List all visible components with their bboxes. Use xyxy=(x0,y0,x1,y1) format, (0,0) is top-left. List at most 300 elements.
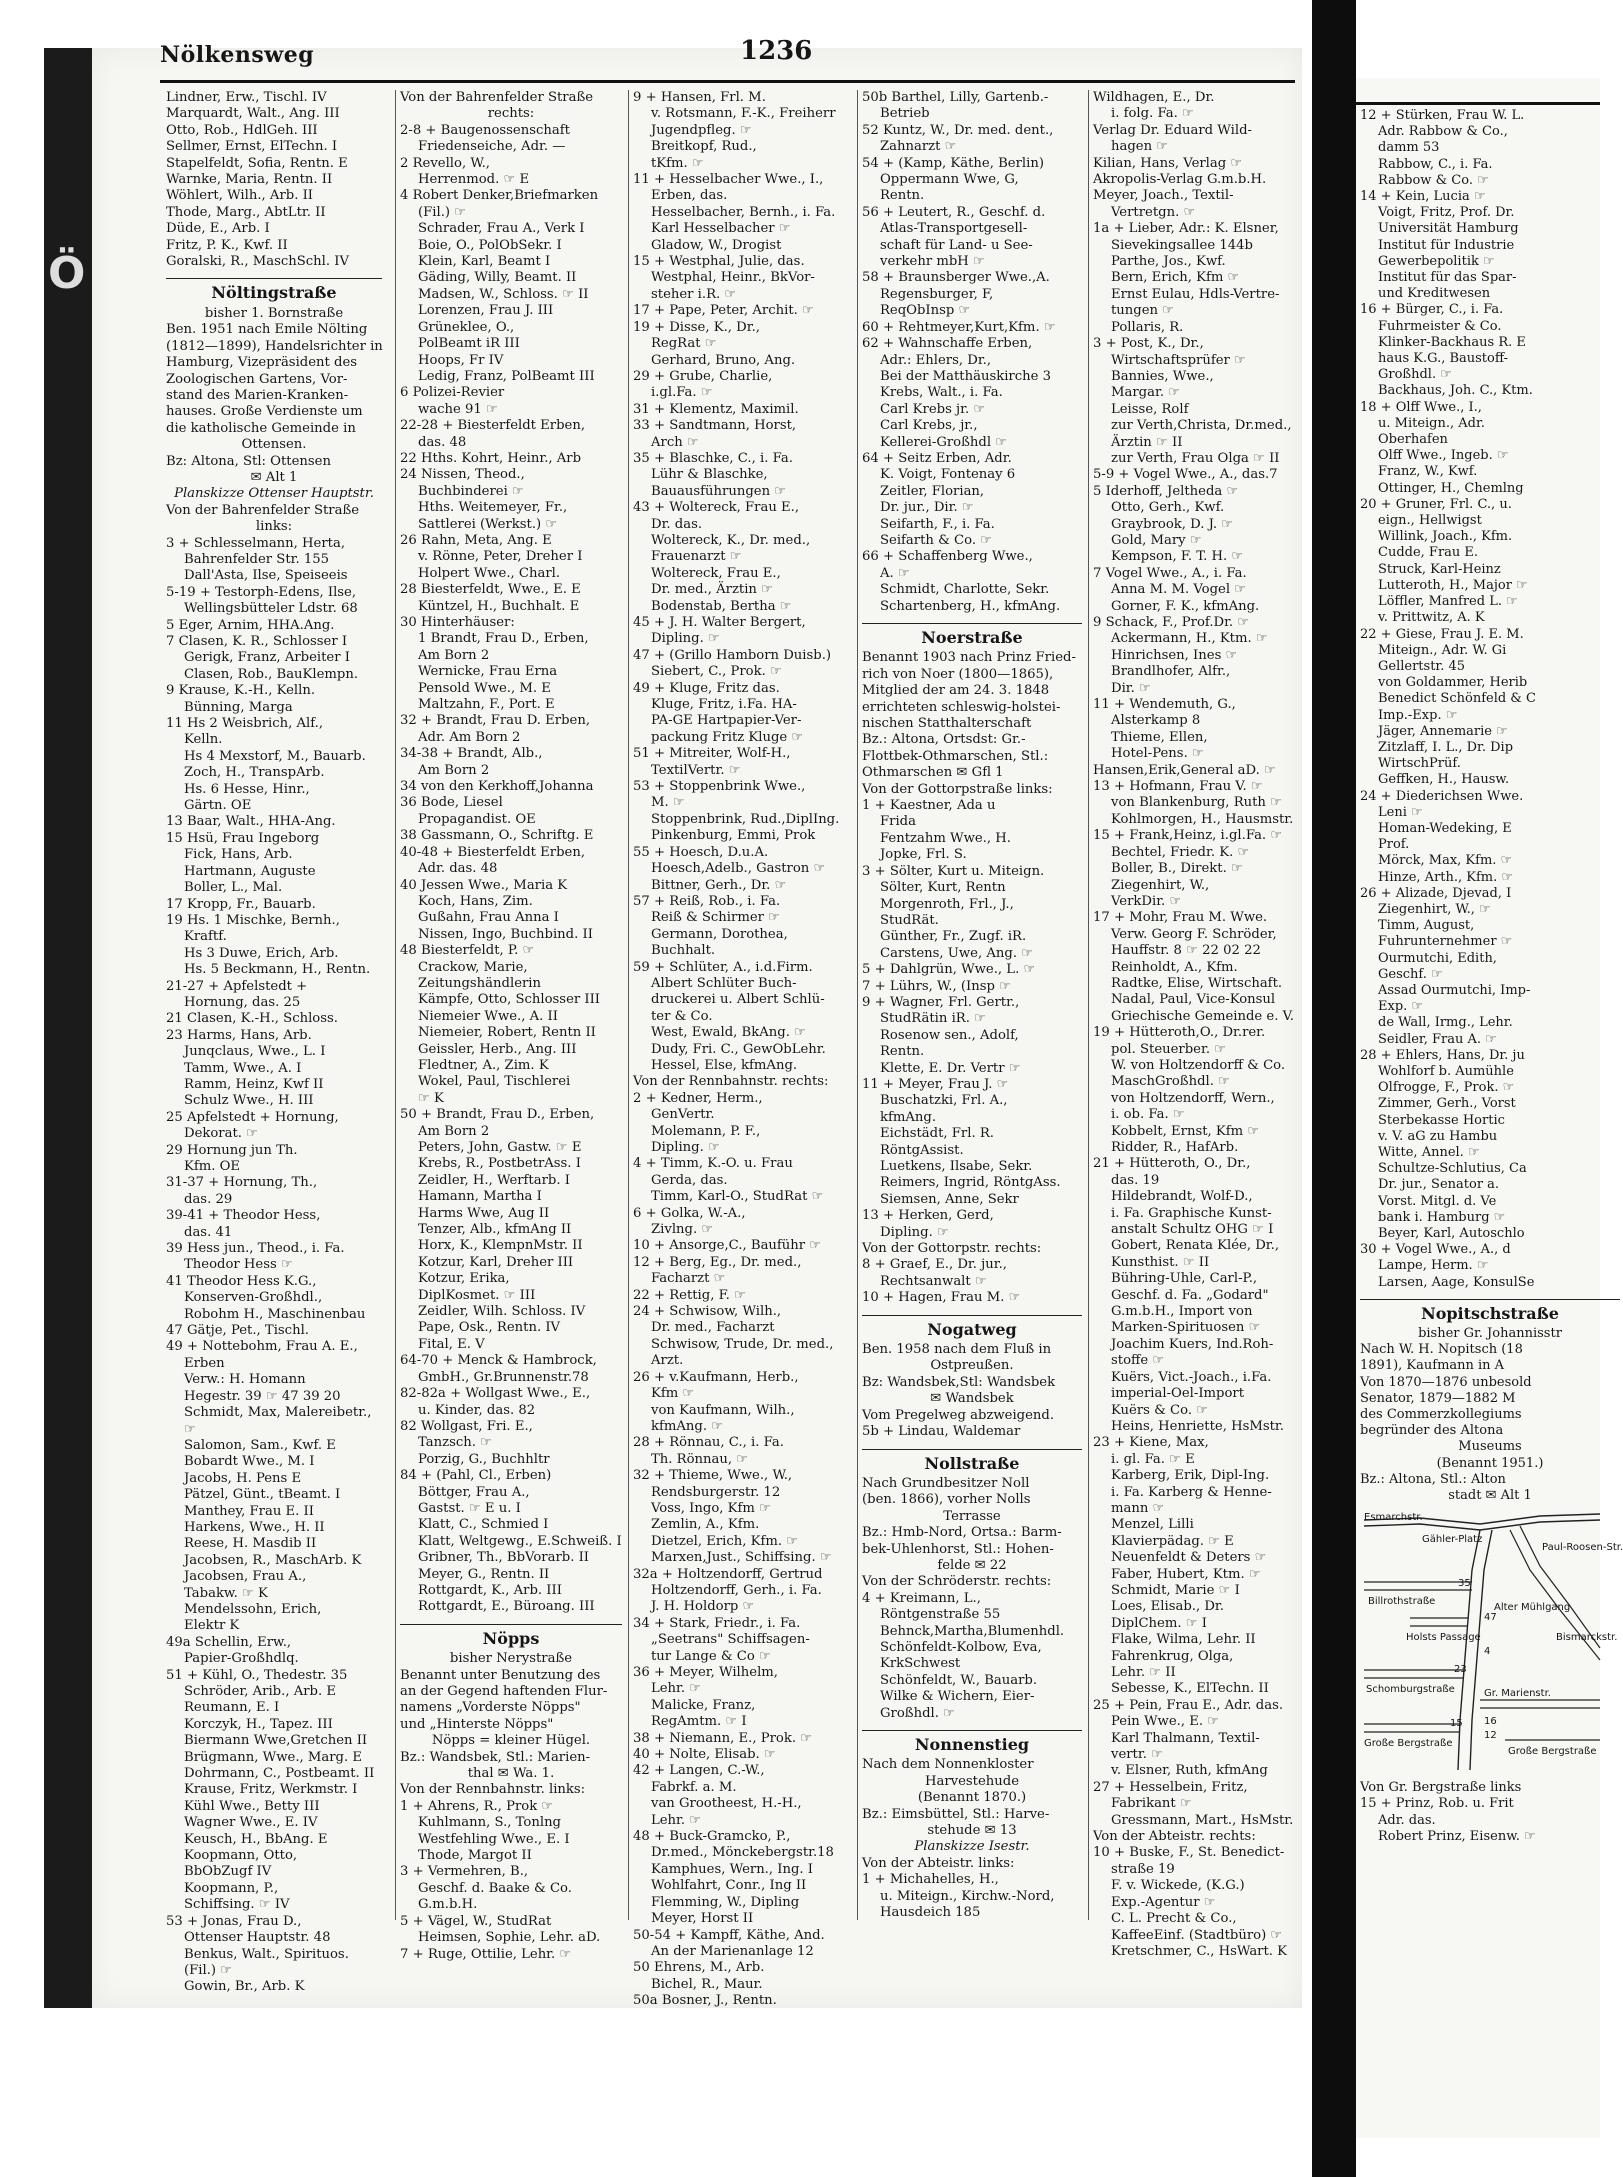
address-entry: 22 Hths. Kohrt, Heinr., Arb xyxy=(400,450,582,466)
resident-entry: Gladow, W., Drogist xyxy=(651,237,782,253)
resident-entry: Am Born 2 xyxy=(418,647,490,663)
resident-entry: VerkDir. ☞ xyxy=(1111,893,1182,909)
address-entry: 36 Bode, Liesel xyxy=(400,795,503,811)
address-entry: Othmarschen ✉ Gfl 1 xyxy=(862,765,1004,781)
map-label: Große Bergstraße xyxy=(1508,1746,1597,1758)
resident-entry: das. 19 xyxy=(1111,1172,1160,1188)
resident-entry: Bodenstab, Bertha ☞ xyxy=(651,598,792,614)
address-entry: Wildhagen, E., Dr. xyxy=(1093,90,1215,105)
resident-entry: Siebert, C., Prok. ☞ xyxy=(651,664,782,680)
address-entry: 51 + Mitreiter, Wolf-H., xyxy=(633,746,791,762)
resident-entry: Adr. Am Born 2 xyxy=(418,729,521,745)
street-info-line: Harvestehude xyxy=(924,1773,1020,1789)
map-label: Holsts Passage xyxy=(1406,1632,1481,1644)
facing-header-rule xyxy=(1356,102,1600,105)
resident-entry: BbObZugf IV xyxy=(184,1864,272,1880)
resident-entry: Geschf. d. Baake & Co. xyxy=(418,1880,572,1896)
resident-entry: Hs. 6 Hesse, Hinr., xyxy=(184,781,310,797)
address-entry: 40 Jessen Wwe., Maria K xyxy=(400,877,568,893)
resident-entry: Timm, August, xyxy=(1378,918,1475,934)
resident-entry: Kempson, F. T. H. ☞ xyxy=(1111,549,1244,565)
resident-entry: Ziegenhirt, W., ☞ xyxy=(1378,901,1491,917)
resident-entry: Luetkens, Ilsabe, Sekr. xyxy=(880,1159,1033,1174)
resident-entry: Theodor Hess ☞ xyxy=(184,1257,293,1273)
resident-entry: Friedenseiche, Adr. — xyxy=(418,139,566,155)
resident-entry: Pollaris, R. xyxy=(1111,319,1184,335)
resident-entry: Dr. jur., Senator a. xyxy=(1378,1177,1500,1193)
address-entry: Nach W. H. Nopitsch (18 xyxy=(1360,1342,1523,1358)
resident-entry: Jacobsen, Frau A., xyxy=(184,1569,307,1585)
resident-entry: Gewerbepolitik ☞ xyxy=(1378,253,1495,269)
resident-entry: Assad Ourmutchi, Imp- xyxy=(1378,982,1531,998)
resident-entry: Rabbow & Co. ☞ xyxy=(1378,172,1489,188)
resident-entry: Keusch, H., BbAng. E xyxy=(184,1831,328,1847)
resident-entry: Buschatzki, Frl. A., xyxy=(880,1093,1008,1109)
address-entry: 11 Hs 2 Weisbrich, Alf., xyxy=(166,716,324,732)
map-label: Gähler-Platz xyxy=(1422,1534,1483,1546)
address-entry: 50 Ehrens, M., Arb. xyxy=(633,1960,765,1976)
resident-entry: Dipling. ☞ xyxy=(651,1140,720,1155)
resident-entry: Breitkopf, Rud., xyxy=(651,139,757,155)
resident-entry: ReqObInsp ☞ xyxy=(880,303,971,319)
directory-column-4 xyxy=(862,90,1082,1920)
address-entry: 49a Schellin, Erw., xyxy=(166,1634,292,1650)
address-entry: die katholische Gemeinde in xyxy=(166,420,356,436)
resident-entry: Tenzer, Alb., kfmAng II xyxy=(418,1222,572,1238)
resident-entry: Heins, Henriette, HsMstr. xyxy=(1111,1418,1284,1434)
resident-entry: Westphal, Heinr., BkVor- xyxy=(651,270,815,286)
resident-entry: Hinrichsen, Ines ☞ xyxy=(1111,647,1238,663)
address-entry: 26 + Alizade, Djevad, I xyxy=(1360,885,1512,901)
resident-entry: Verw. Georg F. Schröder, xyxy=(1111,926,1277,942)
address-entry: Warnke, Maria, Rentn. II xyxy=(166,172,333,188)
address-entry: 49 + Nottebohm, Frau A. E., xyxy=(166,1339,358,1355)
resident-entry: Marken-Spirituosen ☞ xyxy=(1111,1320,1261,1336)
resident-entry: Adr.: Ehlers, Dr., xyxy=(880,352,992,368)
page-gutter xyxy=(1312,0,1356,2177)
resident-entry: Konserven-Großhdl., xyxy=(184,1290,323,1306)
address-entry: 56 + Leutert, R., Geschf. d. xyxy=(862,204,1046,220)
address-entry: Flottbek-Othmarschen, Stl.: xyxy=(862,748,1049,764)
resident-entry: Rentn. xyxy=(880,188,925,204)
resident-entry: Schröder, Arib., Arb. E xyxy=(184,1684,336,1699)
resident-entry: Zoch, H., TranspArb. xyxy=(184,765,325,781)
resident-entry: Wilke & Wichern, Eier- xyxy=(880,1689,1035,1705)
address-entry: 15 Hsü, Frau Ingeborg xyxy=(166,830,320,846)
resident-entry: Schmidt, Max, Malereibetr., xyxy=(184,1405,372,1421)
address-entry: 5-9 + Vogel Wwe., A., das.7 xyxy=(1093,467,1278,483)
resident-entry: Klein, Karl, Beamt I xyxy=(418,254,551,270)
resident-entry: GmbH., Gr.Brunnenstr.78 xyxy=(418,1369,589,1385)
resident-entry: Ackermann, H., Ktm. ☞ xyxy=(1111,631,1268,647)
resident-entry: Seifarth & Co. ☞ xyxy=(880,532,993,548)
resident-entry: Schwisow, Trude, Dr. med., xyxy=(651,1336,834,1352)
resident-entry: G.m.b.H. xyxy=(418,1897,478,1913)
resident-entry: RöntgAssist. xyxy=(880,1142,964,1158)
resident-entry: von Holtzendorff, Wern., xyxy=(1111,1090,1275,1106)
resident-entry: Jopke, Frl. S. xyxy=(880,847,967,863)
resident-entry: Lorenzen, Frau J. III xyxy=(418,303,554,319)
resident-entry: Faber, Hubert, Ktm. ☞ xyxy=(1111,1566,1261,1582)
resident-entry: Schmidt, Charlotte, Sekr. xyxy=(880,582,1050,598)
plan-sketch-note: Planskizze Isestr. xyxy=(914,1839,1030,1855)
resident-entry: KrkSchwest xyxy=(880,1656,961,1672)
resident-entry: StudRätin iR. ☞ xyxy=(880,1011,986,1027)
resident-entry: Leisse, Rolf xyxy=(1111,401,1189,417)
resident-entry: Stoppenbrink, Rud.,DiplIng. xyxy=(651,811,840,827)
resident-entry: Bünning, Marga xyxy=(184,699,293,715)
resident-entry: druckerei u. Albert Schlü- xyxy=(651,992,825,1008)
resident-entry: Arzt. xyxy=(651,1353,684,1369)
resident-entry: Günther, Fr., Zugf. iR. xyxy=(880,929,1027,945)
resident-entry: Wokel, Paul, Tischlerei xyxy=(418,1074,571,1090)
resident-entry: Fentzahm Wwe., H. xyxy=(880,830,1011,846)
resident-entry: Kellerei-Großhdl ☞ xyxy=(880,434,1008,450)
address-entry: Von der Bahrenfelder Straße xyxy=(166,502,360,518)
resident-entry: Karl Thalmann, Textil- xyxy=(1111,1730,1260,1746)
resident-entry: Fahrenkrug, Olga, xyxy=(1111,1648,1234,1664)
resident-entry: Meyer, G., Rentn. II xyxy=(418,1566,550,1582)
resident-entry: Manthey, Frau E. II xyxy=(184,1503,314,1519)
resident-entry: Atlas-Transportgesell- xyxy=(880,221,1028,237)
address-entry: Von der Rennbahnstr. links: xyxy=(400,1782,586,1798)
address-entry: 16 + Bürger, C., i. Fa. xyxy=(1360,302,1504,318)
address-entry: Von der Abteistr. rechts: xyxy=(1093,1829,1256,1845)
address-entry: Bz: Wandsbek,Stl: Wandsbek xyxy=(862,1374,1056,1390)
column-divider xyxy=(857,90,858,1920)
resident-entry: (Fil.) ☞ xyxy=(184,1962,233,1978)
resident-entry: Backhaus, Joh. C., Ktm. xyxy=(1378,383,1533,399)
facing-page-after-map xyxy=(1360,1780,1620,1845)
resident-entry: Grüneklee, O., xyxy=(418,319,515,335)
resident-entry: bank i. Hamburg ☞ xyxy=(1378,1209,1506,1225)
address-entry: 39-41 + Theodor Hess, xyxy=(166,1208,321,1224)
address-entry: Goralski, R., MaschSchl. IV xyxy=(166,254,349,270)
address-entry: 82 Wollgast, Fri. E., xyxy=(400,1418,533,1434)
address-entry: Von der Gottorpstr. rechts: xyxy=(862,1241,1042,1257)
resident-entry: K. Voigt, Fontenay 6 xyxy=(880,467,1016,483)
address-entry: an der Gegend haftenden Flur- xyxy=(400,1684,608,1699)
resident-entry: Lampe, Herm. ☞ xyxy=(1378,1258,1489,1274)
resident-entry: tur Lange & Co ☞ xyxy=(651,1648,771,1664)
address-entry: 9 + Hansen, Frl. M. xyxy=(633,90,766,105)
address-entry: 38 + Niemann, E., Prok. ☞ xyxy=(633,1730,813,1746)
resident-entry: Jugendpfleg. ☞ xyxy=(651,122,752,138)
resident-entry: Hegestr. 39 ☞ 47 39 20 xyxy=(184,1388,341,1404)
resident-entry: Fabrkf. a. M. xyxy=(651,1779,737,1795)
resident-entry: Thode, Margot II xyxy=(418,1848,532,1864)
resident-entry: WirtschPrüf. xyxy=(1378,756,1461,772)
resident-entry: Geschf. d. Fa. „Godard" xyxy=(1111,1287,1269,1303)
street-section-title: Nonnenstieg xyxy=(862,1730,1082,1753)
address-entry: 7 Vogel Wwe., A., i. Fa. xyxy=(1093,565,1247,581)
resident-entry: Karberg, Erik, Dipl-Ing. xyxy=(1111,1468,1270,1484)
address-entry: Benannt unter Benutzung des xyxy=(400,1667,601,1683)
resident-entry: Dipling. ☞ xyxy=(651,631,720,647)
address-entry: Bz.: Eimsbüttel, Stl.: Harve- xyxy=(862,1806,1050,1822)
resident-entry: Thieme, Ellen, xyxy=(1111,729,1208,745)
directory-column-3 xyxy=(633,90,851,2009)
resident-entry: Menzel, Lilli xyxy=(1111,1517,1194,1533)
address-entry: 33 + Sandtmann, Horst, xyxy=(633,418,797,434)
resident-entry: Lühr & Blaschke, xyxy=(651,467,768,483)
resident-entry: Siemsen, Anne, Sekr xyxy=(880,1191,1019,1207)
resident-entry: Niemeier Wwe., A. II xyxy=(418,1008,558,1024)
address-entry: Lindner, Erw., Tischl. IV xyxy=(166,90,327,105)
resident-entry: Reimers, Ingrid, RöntgAss. xyxy=(880,1175,1061,1191)
resident-entry: Klatt, Weltgewg., E.Schweiß. I xyxy=(418,1533,622,1549)
address-entry: 30 + Vogel Wwe., A., d xyxy=(1360,1242,1511,1258)
address-entry: Von Gr. Bergstraße links xyxy=(1360,1780,1522,1796)
resident-entry: Propagandist. OE xyxy=(418,811,536,827)
address-entry: 66 + Schaffenberg Wwe., xyxy=(862,549,1033,565)
resident-entry: Gressmann, Mart., HsMstr. xyxy=(1111,1812,1294,1828)
map-label: Bismarckstr. xyxy=(1556,1632,1618,1644)
resident-entry: Ourmutchi, Edith, xyxy=(1378,950,1497,966)
resident-entry: Adr. das. xyxy=(1378,1812,1436,1828)
address-entry: nischen Statthalterschaft xyxy=(862,716,1032,732)
resident-entry: von Blankenburg, Ruth ☞ xyxy=(1111,795,1282,811)
resident-entry: Gerigk, Franz, Arbeiter I xyxy=(184,650,350,666)
resident-entry: und Kreditwesen xyxy=(1378,286,1491,302)
resident-entry: Koch, Hans, Zim. xyxy=(418,893,533,909)
address-entry: 4 Robert Denker,Briefmarken xyxy=(400,188,599,204)
resident-entry: Salomon, Sam., Kwf. E xyxy=(184,1437,336,1453)
resident-entry: Loes, Elisab., Dr. xyxy=(1111,1599,1224,1615)
address-entry: 57 + Reiß, Rob., i. Fa. xyxy=(633,893,781,909)
resident-entry: Robohm H., Maschinenbau xyxy=(184,1306,366,1322)
resident-entry: Eichstädt, Frl. R. xyxy=(880,1126,994,1142)
resident-entry: Lehr. ☞ xyxy=(651,1681,702,1697)
street-info-line: links: xyxy=(255,519,293,535)
resident-entry: Hesselbacher, Bernh., i. Fa. xyxy=(651,204,836,220)
resident-entry: W. von Holtzendorff & Co. xyxy=(1111,1057,1286,1073)
resident-entry: Kuërs, Vict.-Joach., i.Fa. xyxy=(1111,1369,1272,1385)
address-entry: 7 + Lührs, W., (Insp ☞ xyxy=(862,978,1011,994)
resident-entry: GenVertr. xyxy=(651,1107,715,1123)
resident-entry: Junqclaus, Wwe., L. I xyxy=(184,1044,326,1060)
resident-entry: Ridder, R., HafArb. xyxy=(1111,1140,1239,1155)
resident-entry: Betrieb xyxy=(880,106,930,122)
resident-entry: Dudy, Fri. C., GewObLehr. xyxy=(651,1041,826,1057)
resident-entry: Clasen, Rob., BauKlempn. xyxy=(184,666,359,682)
address-entry: 23 + Kiene, Max, xyxy=(1093,1435,1209,1451)
directory-column-2 xyxy=(400,90,622,1962)
address-entry: Senator, 1879—1882 M xyxy=(1360,1390,1516,1406)
resident-entry: Rottgardt, K., Arb. III xyxy=(418,1582,562,1598)
resident-entry: Jacobs, H. Pens E xyxy=(184,1470,302,1486)
resident-entry: Ottenser Hauptstr. 48 xyxy=(184,1930,331,1946)
resident-entry: Bei der Matthäuskirche 3 xyxy=(880,368,1052,384)
resident-entry: tungen ☞ xyxy=(1111,303,1175,319)
resident-entry: Reese, H. Masdib II xyxy=(184,1536,317,1552)
resident-entry: Zimmer, Gerh., Vorst xyxy=(1378,1096,1516,1112)
resident-entry: Institut für Industrie xyxy=(1378,237,1515,253)
resident-entry: G.m.b.H., Import von xyxy=(1111,1304,1253,1320)
resident-entry: anstalt Schultz OHG ☞ I xyxy=(1111,1222,1274,1238)
resident-entry: Schartenberg, H., kfmAng. xyxy=(880,598,1061,614)
address-entry: 41 Theodor Hess K.G., xyxy=(166,1273,317,1289)
resident-entry: v. Elsner, Ruth, kfmAng xyxy=(1111,1763,1268,1779)
resident-entry: Joachim Kuers, Ind.Roh- xyxy=(1111,1336,1274,1352)
address-entry: 40 + Nolte, Elisab. ☞ xyxy=(633,1747,776,1763)
resident-entry: Schiffsing. ☞ IV xyxy=(184,1897,290,1913)
resident-entry: Universität Hamburg xyxy=(1378,221,1519,237)
resident-entry: Brügmann, Wwe., Marg. E xyxy=(184,1749,363,1765)
resident-entry: StudRät. xyxy=(880,912,939,928)
address-entry: Düde, E., Arb. I xyxy=(166,221,270,237)
resident-entry: Rabbow, C., i. Fa. xyxy=(1378,156,1493,172)
address-entry: 19 + Hütteroth,O., Dr.rer. xyxy=(1093,1025,1266,1041)
address-entry: 1891), Kaufmann in A xyxy=(1360,1358,1505,1374)
resident-entry: Kunsthist. ☞ II xyxy=(1111,1254,1210,1270)
address-entry: 11 + Hesselbacher Wwe., I., xyxy=(633,172,824,188)
address-entry: 11 + Wendemuth, G., xyxy=(1093,697,1236,713)
resident-entry: Rottgardt, E., Büroang. III xyxy=(418,1599,595,1615)
resident-entry: Hs 4 Mexstorf, M., Bauarb. xyxy=(184,748,366,764)
map-number: 15 xyxy=(1450,1718,1463,1730)
resident-entry: Hildebrandt, Wolf-D., xyxy=(1111,1189,1253,1205)
resident-entry: i. folg. Fa. ☞ xyxy=(1111,106,1194,122)
resident-entry: Mendelssohn, Erich, xyxy=(184,1601,322,1617)
resident-entry: Koopmann, P., xyxy=(184,1880,279,1896)
resident-entry: Gorner, F. K., kfmAng. xyxy=(1111,598,1260,614)
resident-entry: PA-GE Hartpapier-Ver- xyxy=(651,713,802,729)
resident-entry: Robert Prinz, Eisenw. ☞ xyxy=(1378,1828,1536,1844)
resident-entry: Böttger, Frau A., xyxy=(418,1484,530,1500)
resident-entry: Exp. ☞ xyxy=(1378,999,1424,1015)
resident-entry: straße 19 xyxy=(1111,1861,1175,1877)
resident-entry: Am Born 2 xyxy=(418,1123,490,1139)
resident-entry: Bern, Erich, Kfm ☞ xyxy=(1111,270,1240,286)
resident-entry: Hartmann, Auguste xyxy=(184,863,316,879)
resident-entry: Papier-Großhdlq. xyxy=(184,1651,299,1667)
resident-entry: Holpert Wwe., Charl. xyxy=(418,565,561,581)
resident-entry: Benedict Schönfeld & C xyxy=(1378,691,1536,707)
resident-entry: Kämpfe, Otto, Schlosser III xyxy=(418,992,600,1008)
resident-entry: packung Fritz Kluge ☞ xyxy=(651,729,804,745)
resident-entry: zur Verth, Frau Olga ☞ II xyxy=(1111,450,1280,466)
resident-entry: 1 Brandt, Frau D., Erben, xyxy=(418,631,589,647)
page-header xyxy=(160,30,1385,84)
address-entry: hauses. Große Verdienste um xyxy=(166,404,363,420)
column-divider xyxy=(395,90,396,1920)
resident-entry: (Fil.) ☞ xyxy=(418,204,467,220)
resident-entry: Molemann, P. F., xyxy=(651,1123,761,1139)
resident-entry: Kuërs & Co. ☞ xyxy=(1111,1402,1209,1418)
resident-entry: kfmAng. ☞ xyxy=(651,1418,724,1434)
address-entry: 64 + Seitz Erben, Adr. xyxy=(862,450,1012,466)
resident-entry: Bahrenfelder Str. 155 xyxy=(184,551,330,567)
address-entry: 60 + Rehtmeyer,Kurt,Kfm. ☞ xyxy=(862,319,1056,335)
street-info-line: bisher Nerystraße xyxy=(449,1651,573,1667)
address-entry: 2 + Kedner, Herm., xyxy=(633,1090,763,1106)
resident-entry: Krebs, R., PostbetrAss. I xyxy=(418,1156,581,1172)
resident-entry: Adr. Rabbow & Co., xyxy=(1378,124,1508,140)
address-entry: 48 + Buck-Gramcko, P., xyxy=(633,1829,791,1845)
resident-entry: das. 29 xyxy=(184,1191,233,1207)
resident-entry: Gowin, Br., Arb. K xyxy=(184,1979,305,1995)
resident-entry: i. gl. Fa. ☞ E xyxy=(1111,1451,1195,1467)
address-entry: (ben. 1866), vorher Nolls xyxy=(862,1492,1031,1508)
resident-entry: Harkens, Wwe., H. II xyxy=(184,1519,325,1535)
map-label: Große Bergstraße xyxy=(1364,1738,1453,1750)
resident-entry: RegRat ☞ xyxy=(651,336,717,352)
resident-entry: DiplKosmet. ☞ III xyxy=(418,1287,536,1303)
resident-entry: Seifarth, F., i. Fa. xyxy=(880,516,995,532)
resident-entry: ☞ xyxy=(184,1421,196,1437)
resident-entry: Hotel-Pens. ☞ xyxy=(1111,746,1204,762)
resident-entry: Pape, Osk., Rentn. IV xyxy=(418,1320,561,1336)
address-entry: 10 + Hagen, Frau M. ☞ xyxy=(862,1290,1021,1306)
resident-entry: Zeidler, Wilh. Schloss. IV xyxy=(418,1304,586,1320)
address-entry: Bz.: Wandsbek, Stl.: Marien- xyxy=(400,1749,591,1765)
resident-entry: Kfm ☞ xyxy=(651,1386,695,1402)
street-section-title: Nöpps xyxy=(400,1624,622,1647)
resident-entry: Benkus, Walt., Spirituos. xyxy=(184,1946,349,1962)
resident-entry: Dr. jur., Dir. ☞ xyxy=(880,500,974,516)
directory-column-5 xyxy=(1093,90,1305,1959)
map-number: 12 xyxy=(1484,1730,1497,1742)
resident-entry: Rendsburgerstr. 12 xyxy=(651,1484,781,1500)
resident-entry: Ernst Eulau, Hdls-Vertre- xyxy=(1111,286,1280,302)
address-entry: 9 + Wagner, Frl. Gertr., xyxy=(862,994,1020,1010)
address-entry: errichteten schleswig-holstei- xyxy=(862,699,1061,715)
resident-entry: Elektr K xyxy=(184,1618,240,1634)
resident-entry: Parthe, Jos., Kwf. xyxy=(1111,254,1226,270)
address-entry: 25 Apfelstedt + Hornung, xyxy=(166,1109,339,1125)
resident-entry: Ärztin ☞ II xyxy=(1111,434,1183,450)
resident-entry: Boller, L., Mal. xyxy=(184,880,283,896)
map-label: Gr. Marienstr. xyxy=(1484,1688,1551,1700)
address-entry: 52 Kuntz, W., Dr. med. dent., xyxy=(862,122,1054,138)
address-entry: Bz.: Altona, Ortsdst: Gr.- xyxy=(862,732,1026,748)
resident-entry: Geschf. ☞ xyxy=(1378,966,1443,982)
resident-entry: Großhdl. ☞ xyxy=(880,1705,955,1721)
resident-entry: Griechische Gemeinde e. V. xyxy=(1111,1008,1294,1024)
resident-entry: Wagner Wwe., E. IV xyxy=(184,1815,318,1831)
address-entry: 28 Biesterfeldt, Wwe., E. E xyxy=(400,582,581,598)
address-entry: Meyer, Joach., Textil- xyxy=(1093,188,1234,204)
resident-entry: Hauffstr. 8 ☞ 22 02 22 xyxy=(1111,943,1261,959)
resident-entry: u. Kinder, das. 82 xyxy=(418,1402,536,1418)
address-entry: 47 Gätje, Pet., Tischl. xyxy=(166,1323,309,1339)
resident-entry: Ledig, Franz, PolBeamt III xyxy=(418,368,595,384)
address-entry: 22 + Rettig, F. ☞ xyxy=(633,1287,746,1303)
resident-entry: Rentn. xyxy=(880,1044,925,1060)
resident-entry: Frida xyxy=(880,814,916,830)
address-entry: 6 Polizei-Revier xyxy=(400,385,505,401)
address-entry: 5 Iderhoff, Jeltheda ☞ xyxy=(1093,483,1239,499)
resident-entry: Jacobsen, R., MaschArb. K xyxy=(184,1552,362,1568)
resident-entry: Brandlhofer, Alfr., xyxy=(1111,664,1231,680)
resident-entry: Reumann, E. I xyxy=(184,1700,280,1716)
map-label: Schomburgstraße xyxy=(1366,1684,1455,1696)
resident-entry: mann ☞ xyxy=(1111,1500,1165,1516)
resident-entry: Lutteroth, H., Major ☞ xyxy=(1378,577,1528,593)
resident-entry: i. Fa. Karberg & Henne- xyxy=(1111,1484,1272,1500)
resident-entry: Tanzsch. ☞ xyxy=(418,1435,492,1451)
street-info-line: bisher Gr. Johannisstr xyxy=(1418,1326,1562,1342)
resident-entry: Germann, Dorothea, xyxy=(651,926,788,942)
address-entry: 4 + Timm, K.-O. u. Frau xyxy=(633,1156,793,1172)
address-entry: Verlag Dr. Eduard Wild- xyxy=(1093,122,1252,138)
resident-entry: Fick, Hans, Arb. xyxy=(184,847,293,863)
resident-entry: Rosenow sen., Adolf, xyxy=(880,1027,1019,1043)
resident-entry: Erben xyxy=(184,1355,225,1371)
address-entry: und „Hinterste Nöpps" xyxy=(400,1716,554,1732)
resident-entry: Timm, Karl-O., StudRat ☞ xyxy=(651,1189,824,1205)
